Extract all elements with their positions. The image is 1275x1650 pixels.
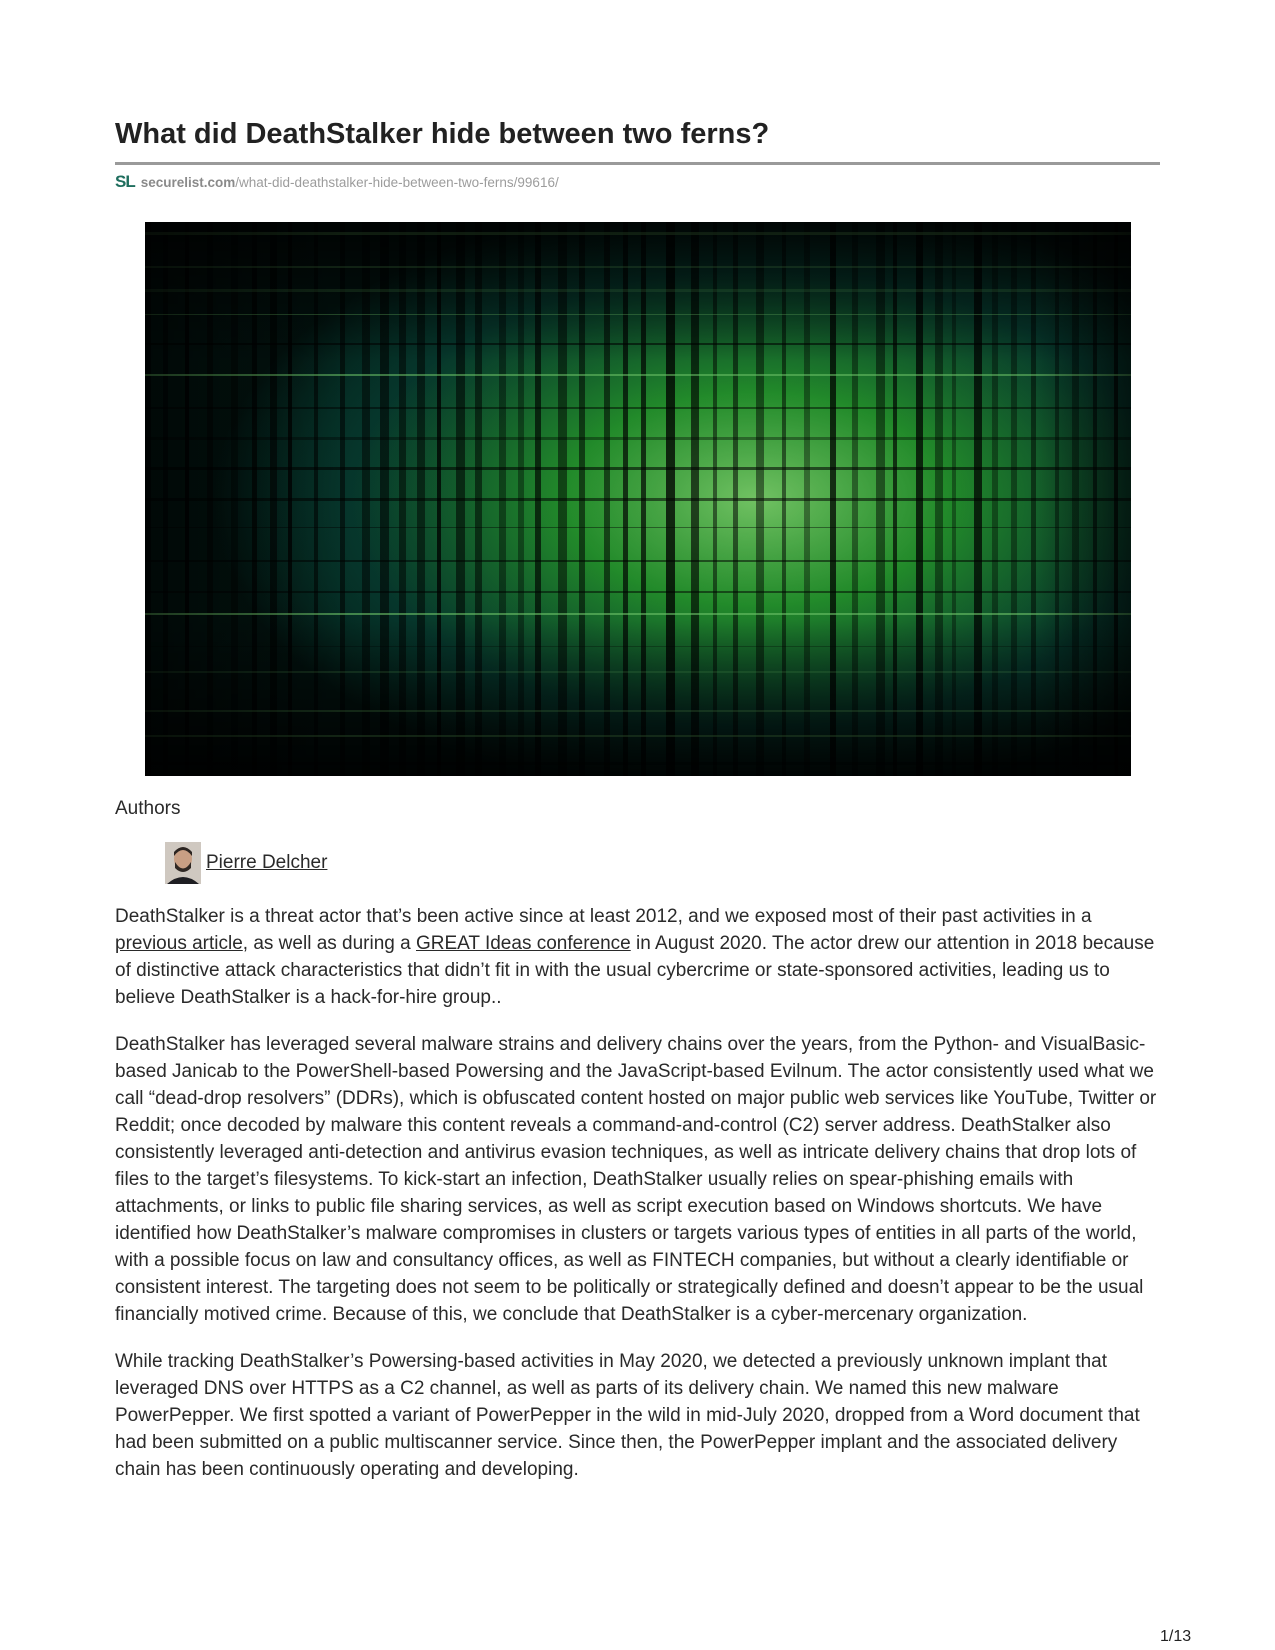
article-body <box>115 903 1160 1503</box>
previous-article-link[interactable]: previous article <box>115 933 243 954</box>
paragraph-3: While tracking DeathStalker’s Powersing-based activities in May 2020, we detected a previously unknown implant that leveraged DNS over HTTPS as a C2 channel, as well as parts of its delivery chain. We named this new malware PowerPepper. We first spotted a variant of PowerPepper in the wild in mid-July 2020, dropped from a Word document that had been submitted on a public multiscanner service. Since then, the PowerPepper implant and the associated delivery chain has been continuously operating and developing. <box>115 1351 1140 1480</box>
source-domain: securelist.com <box>140 174 236 190</box>
paragraph-2: DeathStalker has leveraged several malware strains and delivery chains over the years, from the Python- and VisualBasic-based Janicab to the PowerShell-based Powersing and the JavaScript-based Evilnum. The actor consistently used what we call “dead-drop resolvers” (DDRs), which is obfuscated content hosted on major public web services like YouTube, Twitter or Reddit; once decoded by malware this content reveals a command-and-control (C2) server address. DeathStalker also consistently leveraged anti-detection and antivirus evasion techniques, as well as intricate delivery chains that drop lots of files to the target’s filesystems. To kick-start an infection, DeathStalker usually relies on spear-phishing emails with attachments, or links to public file sharing services, as well as script execution based on Windows shortcuts. We have identified how DeathStalker’s malware compromises in clusters or targets various types of entities in all parts of the world, with a possible focus on law and consultancy offices, as well as FINTECH companies, but without a clearly identifiable or consistent interest. The targeting does not seem to be politically or strategically defined and doesn’t appear to be the usual financially motived crime. Because of this, we conclude that DeathStalker is a cyber-mercenary organization. <box>115 1034 1157 1325</box>
great-ideas-conference-link[interactable]: GREAT Ideas conference <box>415 933 631 954</box>
authors-heading: Authors <box>115 798 181 819</box>
paragraph-1-text-a: DeathStalker is a threat actor that’s been active since at least 2012, and we exposed most of their past activities in a <box>115 906 1092 927</box>
page-title: What did DeathStalker hide between two ferns? <box>115 118 770 150</box>
source-url[interactable] <box>115 172 559 192</box>
page-number: 1/13 <box>1160 1628 1192 1645</box>
title-divider <box>115 162 1160 165</box>
paragraph-1 <box>115 903 1160 1011</box>
hero-image <box>145 222 1131 776</box>
paragraph-1-text-b: , as well as during a <box>242 933 416 954</box>
author-link-pierre-delcher[interactable]: Pierre Delcher <box>206 852 328 873</box>
securelist-logo-icon: SL <box>115 172 135 191</box>
author-avatar <box>165 842 201 884</box>
source-path: /what-did-deathstalker-hide-between-two-ferns/99616/ <box>235 174 559 190</box>
author-entry[interactable] <box>165 842 327 884</box>
code-matrix-graphic <box>145 222 1131 776</box>
paragraph-1-text-c: in August 2020. The actor drew our attention in 2018 because of distinctive attack characteristics that didn’t fit in with the usual cybercrime or state-sponsored activities, leading us to believe DeathStalker is a hack-for-hire group.. <box>115 933 1155 1008</box>
